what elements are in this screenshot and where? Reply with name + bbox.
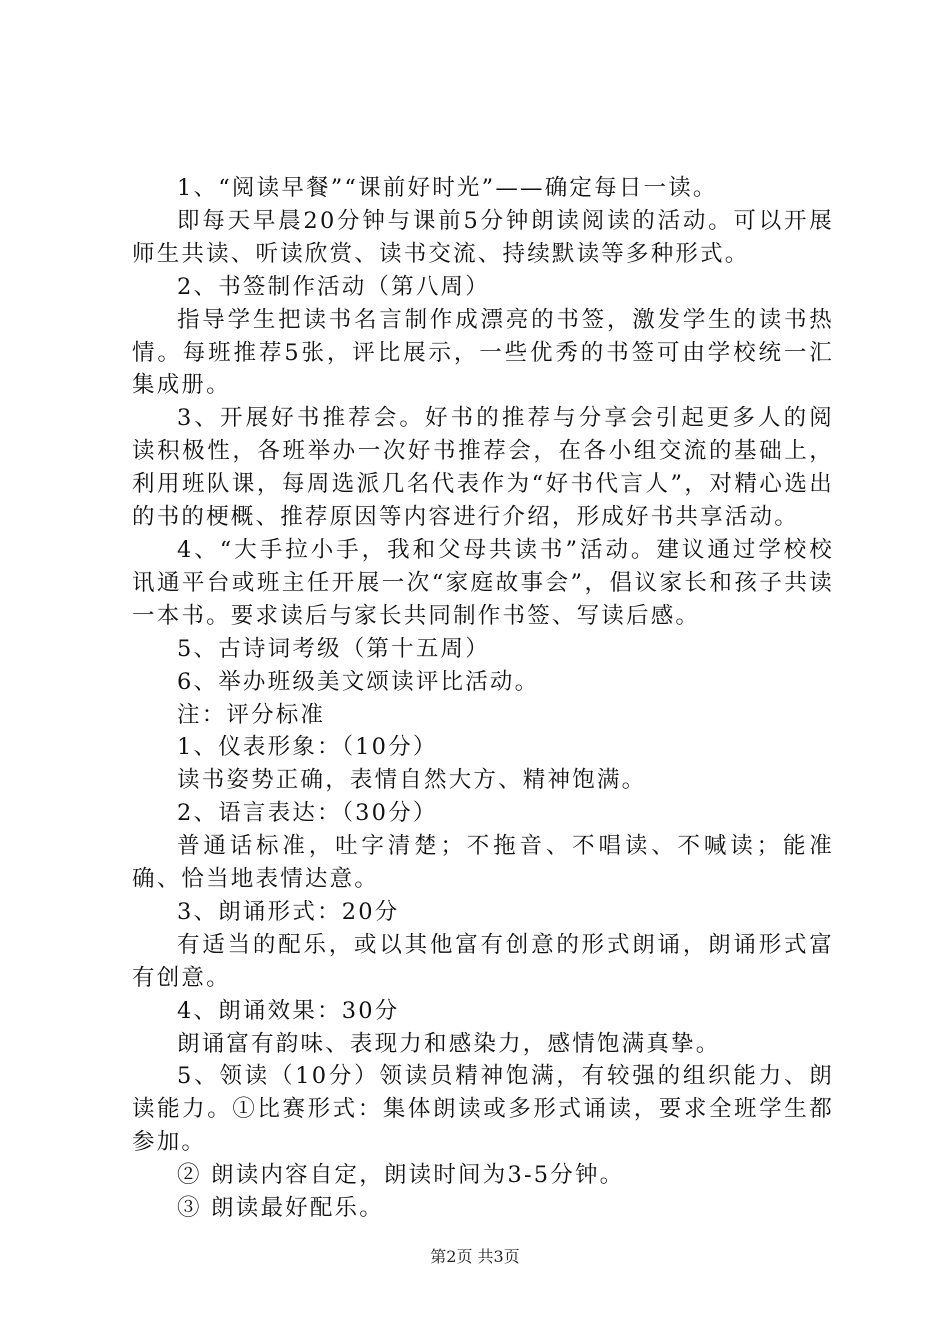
paragraph-music: ③ 朗读最好配乐。 xyxy=(177,1195,384,1222)
page-footer: 第2页 共3页 xyxy=(430,1247,520,1266)
paragraph-scoring-note: 注：评分标准 xyxy=(177,701,326,728)
paragraph-content-time: ② 朗读内容自定，朗读时间为3-5分钟。 xyxy=(177,1162,625,1189)
paragraph-daily-reading-body: 即每天早晨20分钟与课前5分钟朗读阅读的活动。可以开展师生共读、听读欣赏、读书交流、持续默读等多种形式。 xyxy=(132,207,834,267)
document-body xyxy=(132,172,834,1225)
paragraph-criterion-lead-reading: 5、领读（10分）领读员精神饱满，有较强的组织能力、朗读能力。①比赛形式：集体朗读或多形式诵读，要求全班学生都参加。 xyxy=(132,1063,834,1156)
paragraph-poetry-exam: 5、古诗词考级（第十五周） xyxy=(177,635,490,662)
paragraph-appearance-desc: 读书姿势正确，表情自然大方、精神饱满。 xyxy=(177,767,647,794)
paragraph-effect-desc: 朗诵富有韵味、表现力和感染力，感情饱满真挚。 xyxy=(177,1030,721,1057)
paragraph-family-reading: 4、“大手拉小手，我和父母共读书”活动。建议通过学校校讯通平台或班主任开展一次“家庭故事会”，倡议家长和孩子共读一本书。要求读后与家长共同制作书签、写读后感。 xyxy=(132,536,834,629)
paragraph-book-recommendation: 3、开展好书推荐会。好书的推荐与分享会引起更多人的阅读积极性，各班举办一次好书推荐会，在各小组交流的基础上，利用班队课，每周选派几名代表作为“好书代言人”，对精心选出的书的梗概、推荐原因等内容进行介绍，形成好书共享活动。 xyxy=(132,405,834,531)
paragraph-language-desc: 普通话标准，吐字清楚；不拖音、不唱读、不喊读；能准确、恰当地表情达意。 xyxy=(132,833,834,893)
paragraph-recitation-contest: 6、举办班级美文颂读评比活动。 xyxy=(177,668,540,695)
paragraph-criterion-effect: 4、朗诵效果：30分 xyxy=(177,997,400,1024)
paragraph-daily-reading-title: 1、“阅读早餐”“课前好时光”——确定每日一读。 xyxy=(177,175,718,201)
paragraph-criterion-form: 3、朗诵形式：20分 xyxy=(177,898,400,925)
paragraph-form-desc: 有适当的配乐，或以其他富有创意的形式朗诵，朗诵形式富有创意。 xyxy=(132,931,834,991)
paragraph-bookmark-body: 指导学生把读书名言制作成漂亮的书签，激发学生的读书热情。每班推荐5张，评比展示，一些优秀的书签可由学校统一汇集成册。 xyxy=(132,306,834,399)
paragraph-bookmark-title: 2、书签制作活动（第八周） xyxy=(177,273,490,300)
paragraph-criterion-appearance: 1、仪表形象：（10分） xyxy=(177,734,438,761)
paragraph-criterion-language: 2、语言表达：（30分） xyxy=(177,800,438,827)
